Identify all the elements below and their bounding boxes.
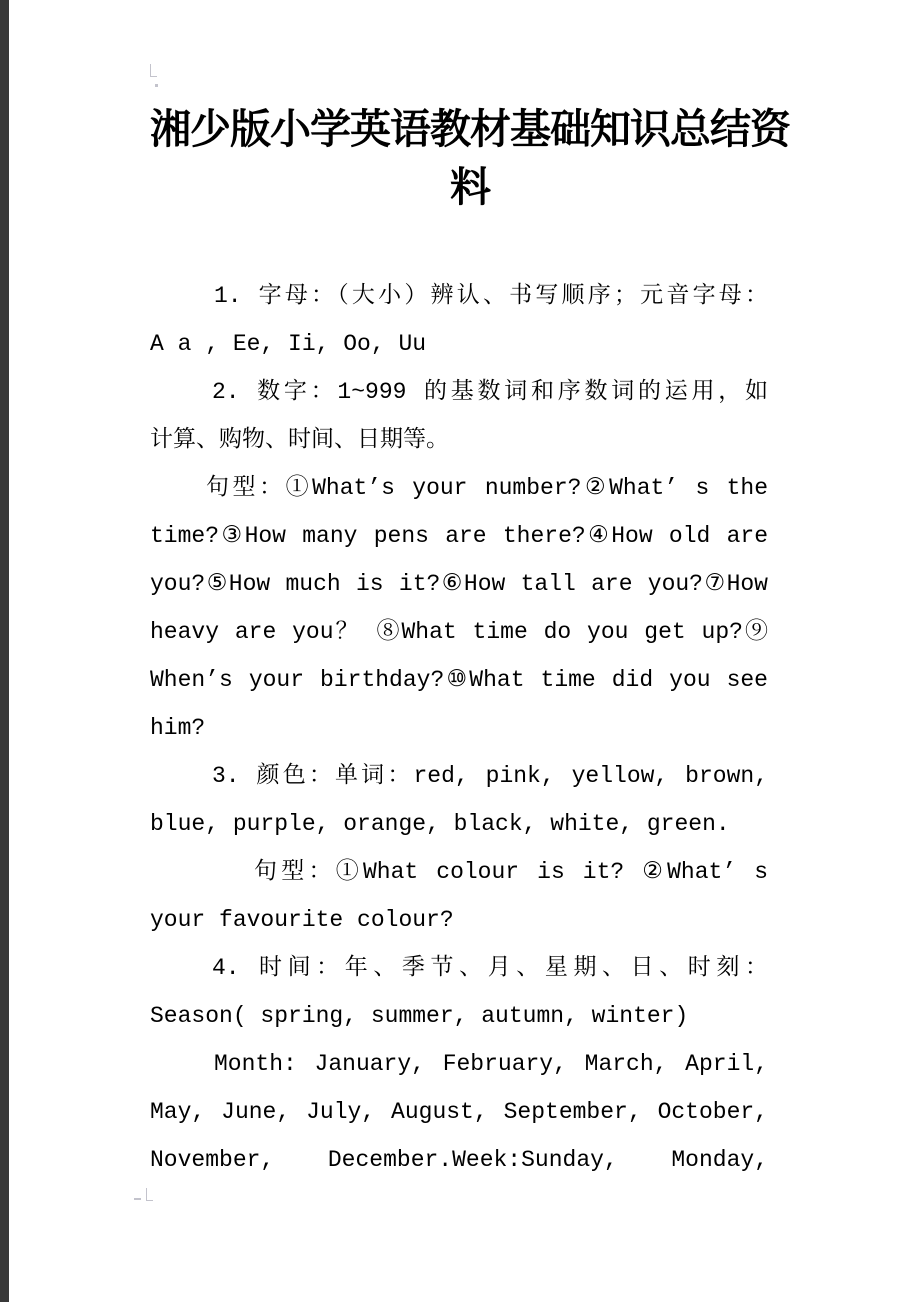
text-line: 1. 字母：（大小）辨认、书写顺序；元音字母： bbox=[214, 283, 768, 309]
title-line-1: 湘少版小学英语教材基础知识总结资 bbox=[150, 105, 790, 153]
text-line: 句型：①What’s your number?②What’ s the bbox=[206, 475, 768, 501]
text-line: When’s your birthday?⑩What time did you see bbox=[150, 667, 768, 693]
text-line: heavy are you？ ⑧What time do you get up?⑨ bbox=[150, 619, 768, 645]
text-line: 句型：①What colour is it? ②What’ s bbox=[254, 859, 768, 885]
text-line: 计算、购物、时间、日期等。 bbox=[150, 427, 449, 453]
text-line: 2. 数字：1~999 的基数词和序数词的运用，如 bbox=[212, 379, 768, 405]
text-line: time?③How many pens are there?④How old are bbox=[150, 523, 768, 549]
text-line: you?⑤How much is it?⑥How tall are you?⑦How bbox=[150, 571, 768, 597]
document-body bbox=[150, 272, 768, 1184]
text-line: blue, purple, orange, black, white, green. bbox=[150, 811, 730, 837]
text-line: your favourite colour? bbox=[150, 907, 454, 933]
stray-mark bbox=[146, 1188, 153, 1201]
text-line: A a , Ee, Ii, Oo, Uu bbox=[150, 331, 427, 357]
text-line: May, June, July, August, September, October, bbox=[150, 1099, 768, 1125]
stray-mark bbox=[150, 64, 157, 77]
text-line: November, December.Week:Sunday, Monday, bbox=[150, 1147, 768, 1173]
text-line: 3. 颜色：单词：red, pink, yellow, brown, bbox=[212, 763, 768, 789]
stray-dot bbox=[155, 84, 158, 87]
document-title bbox=[40, 100, 900, 216]
title-line-2: 料 bbox=[450, 163, 490, 211]
text-line: him? bbox=[150, 715, 206, 741]
cursor-artifact-bottom bbox=[134, 1186, 160, 1214]
text-line: Season( spring, summer, autumn, winter) bbox=[150, 1003, 689, 1029]
text-line: Month: January, February, March, April, bbox=[214, 1051, 768, 1077]
cursor-artifact-top bbox=[148, 62, 168, 92]
left-edge-bar bbox=[0, 0, 9, 1302]
text-line: 4. 时间：年、季节、月、星期、日、时刻： bbox=[212, 955, 768, 981]
stray-dash bbox=[134, 1198, 141, 1200]
